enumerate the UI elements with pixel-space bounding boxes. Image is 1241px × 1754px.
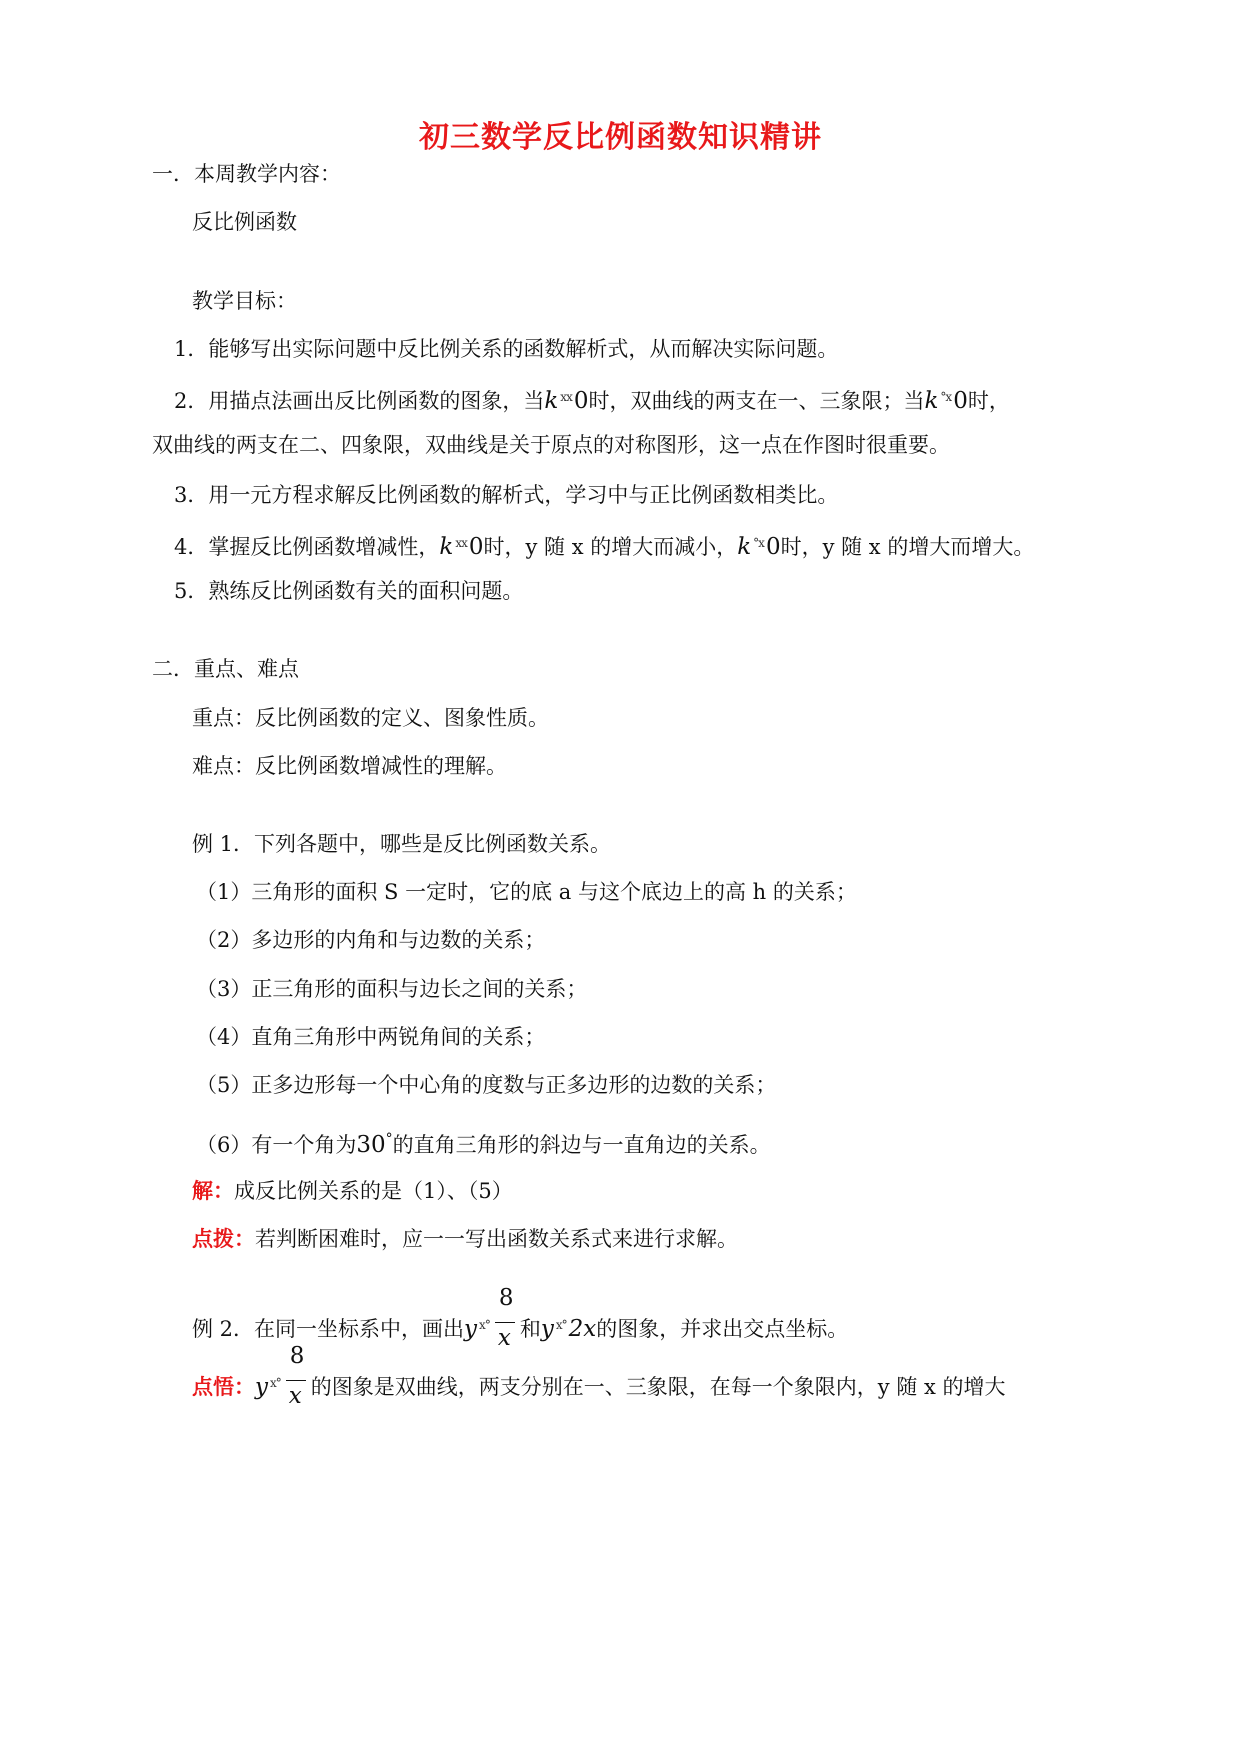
goal-4-text-b: 时，y 随 x 的增大而减小， [483, 535, 738, 559]
fraction-bar [286, 1380, 306, 1381]
goal-4 [174, 529, 1034, 561]
zero: 0 [468, 534, 484, 560]
solution [192, 1177, 513, 1205]
goal-5: 5．熟练反比例函数有关的面积问题。 [174, 579, 524, 603]
fraction-denominator: x [497, 1325, 511, 1351]
fraction-numerator: 8 [498, 1285, 514, 1311]
variable-y: y [540, 1316, 554, 1342]
zero: 0 [765, 534, 781, 560]
variable-y: y [255, 1374, 268, 1400]
example-1-item-6 [196, 1125, 771, 1159]
fraction [286, 1343, 308, 1409]
relation-symbol: ⅹ° [270, 1376, 281, 1390]
insight [192, 1343, 1006, 1409]
tip-text: 若判断困难时，应一一写出函数关系式来进行求解。 [255, 1227, 738, 1251]
example-2-text-b: 和 [519, 1317, 541, 1341]
document-title: 初三数学反比例函数知识精讲 [419, 120, 822, 155]
section1-heading: 一．本周教学内容： [152, 162, 341, 186]
relation-symbol: ⅹⅹ [560, 390, 572, 404]
variable-k: k [439, 534, 454, 560]
goal-2-text-c: 时， [967, 389, 1010, 413]
degree-symbol: ° [385, 1131, 393, 1147]
item-6-text-a: （6）有一个角为 [196, 1133, 357, 1157]
goal-4-text-a: 4．掌握反比例函数增减性， [174, 535, 440, 559]
zero: 0 [573, 388, 589, 414]
expression-2x: 2x [568, 1316, 597, 1342]
example-2-question [192, 1285, 849, 1351]
fraction-numerator: 8 [289, 1343, 305, 1369]
relation-symbol: ⅹⅹ [455, 536, 467, 550]
solution-text: 成反比例关系的是（1）、（5） [234, 1179, 513, 1203]
relation-symbol: °ⅹ [753, 536, 764, 550]
goal-1: 1．能够写出实际问题中反比例关系的函数解析式，从而解决实际问题。 [174, 337, 839, 361]
insight-text: 的图象是双曲线，两支分别在一、三象限，在每一个象限内，y 随 x 的增大 [310, 1375, 1006, 1399]
goal-2-text-a: 2．用描点法画出反比例函数的图象，当 [174, 389, 545, 413]
section2-heading: 二．重点、难点 [152, 657, 299, 681]
goal-2-text-b: 时，双曲线的两支在一、三象限；当 [588, 389, 925, 413]
example-1-item: （3）正三角形的面积与边长之间的关系； [196, 977, 588, 1001]
goal-2 [174, 383, 1010, 415]
section1-topic: 反比例函数 [192, 210, 297, 234]
relation-symbol: ⅹ° [555, 1318, 567, 1332]
variable-k: k [924, 388, 939, 414]
tip-label: 点拨： [192, 1226, 255, 1251]
goal-3: 3．用一元方程求解反比例函数的解析式，学习中与正比例函数相类比。 [174, 483, 839, 507]
example-1-item: （5）正多边形每一个中心角的度数与正多边形的边数的关系； [196, 1073, 777, 1097]
variable-k: k [544, 388, 559, 414]
goal-4-text-c: 时，y 随 x 的增大而增大。 [780, 535, 1035, 559]
insight-label: 点悟： [192, 1374, 255, 1399]
variable-k: k [737, 534, 752, 560]
angle-value: 30 [356, 1132, 386, 1158]
example-2-text-a: 例 2．在同一坐标系中，画出 [192, 1317, 465, 1341]
example-1-item: （2）多边形的内角和与边数的关系； [196, 928, 546, 952]
relation-symbol: °ⅹ [940, 390, 952, 404]
zero: 0 [953, 388, 968, 414]
key-point: 重点：反比例函数的定义、图象性质。 [192, 706, 549, 730]
relation-symbol: ⅹ° [479, 1318, 490, 1332]
variable-y: y [464, 1316, 478, 1342]
example-1-question: 例 1．下列各题中，哪些是反比例函数关系。 [192, 832, 612, 856]
goals-label: 教学目标： [192, 289, 297, 313]
solution-label: 解： [192, 1178, 234, 1203]
fraction-bar [495, 1322, 515, 1323]
fraction-denominator: x [288, 1383, 302, 1409]
goal-2-continued: 双曲线的两支在二、四象限，双曲线是关于原点的对称图形，这一点在作图时很重要。 [152, 433, 950, 457]
tip [192, 1225, 738, 1253]
fraction [495, 1285, 517, 1351]
difficulty: 难点：反比例函数增减性的理解。 [192, 754, 507, 778]
example-1-item: （4）直角三角形中两锐角间的关系； [196, 1025, 546, 1049]
example-2-text-c: 的图象，并求出交点坐标。 [596, 1317, 849, 1341]
example-1-item: （1）三角形的面积 S 一定时，它的底 a 与这个底边上的高 h 的关系； [196, 880, 857, 904]
item-6-text-b: 的直角三角形的斜边与一直角边的关系。 [392, 1133, 771, 1157]
